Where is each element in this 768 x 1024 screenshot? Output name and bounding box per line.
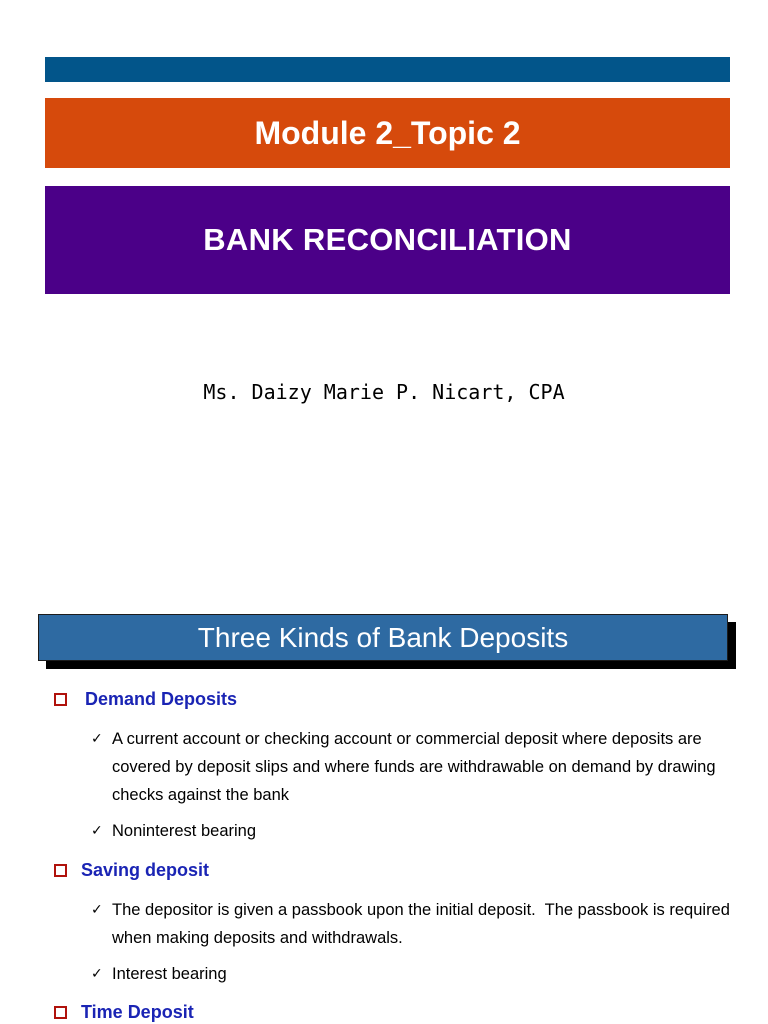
deposit-heading-label: Demand Deposits	[85, 689, 238, 709]
deposit-heading-label: Time Deposit	[81, 1002, 194, 1022]
deposit-heading-label: Saving deposit	[81, 860, 210, 880]
list-item-text: Interest bearing	[112, 965, 227, 983]
checkmark-icon: ✓	[91, 902, 103, 918]
hollow-square-icon	[54, 864, 67, 877]
top-accent-bar	[45, 57, 730, 82]
list-item-text: Noninterest bearing	[112, 822, 257, 840]
list-item	[91, 725, 751, 809]
section-header	[38, 614, 728, 661]
module-label: Module 2_Topic 2	[254, 114, 521, 151]
checkmark-icon: ✓	[91, 966, 103, 982]
author-name: Ms. Daizy Marie P. Nicart, CPA	[203, 380, 565, 404]
list-item	[91, 817, 751, 845]
section-title: Three Kinds of Bank Deposits	[197, 621, 569, 653]
checkmark-icon: ✓	[91, 731, 103, 747]
hollow-square-icon	[54, 693, 67, 706]
deposit-heading-demand	[54, 689, 237, 710]
title-banner	[45, 186, 730, 294]
list-item	[91, 896, 751, 952]
hollow-square-icon	[54, 1006, 67, 1019]
list-item	[91, 960, 751, 988]
module-banner	[45, 98, 730, 168]
list-item-text: A current account or checking account or commercial deposit where deposits are covered by deposit slips and where funds are withdrawable on demand by drawing checks against the bank	[112, 730, 716, 804]
list-item-text: The depositor is given a passbook upon the initial deposit. The passbook is required when making deposits and withdrawals.	[112, 901, 735, 947]
checkmark-icon: ✓	[91, 823, 103, 839]
deposit-heading-time	[54, 1002, 194, 1023]
document-title: BANK RECONCILIATION	[203, 222, 572, 257]
deposit-heading-saving	[54, 860, 209, 881]
